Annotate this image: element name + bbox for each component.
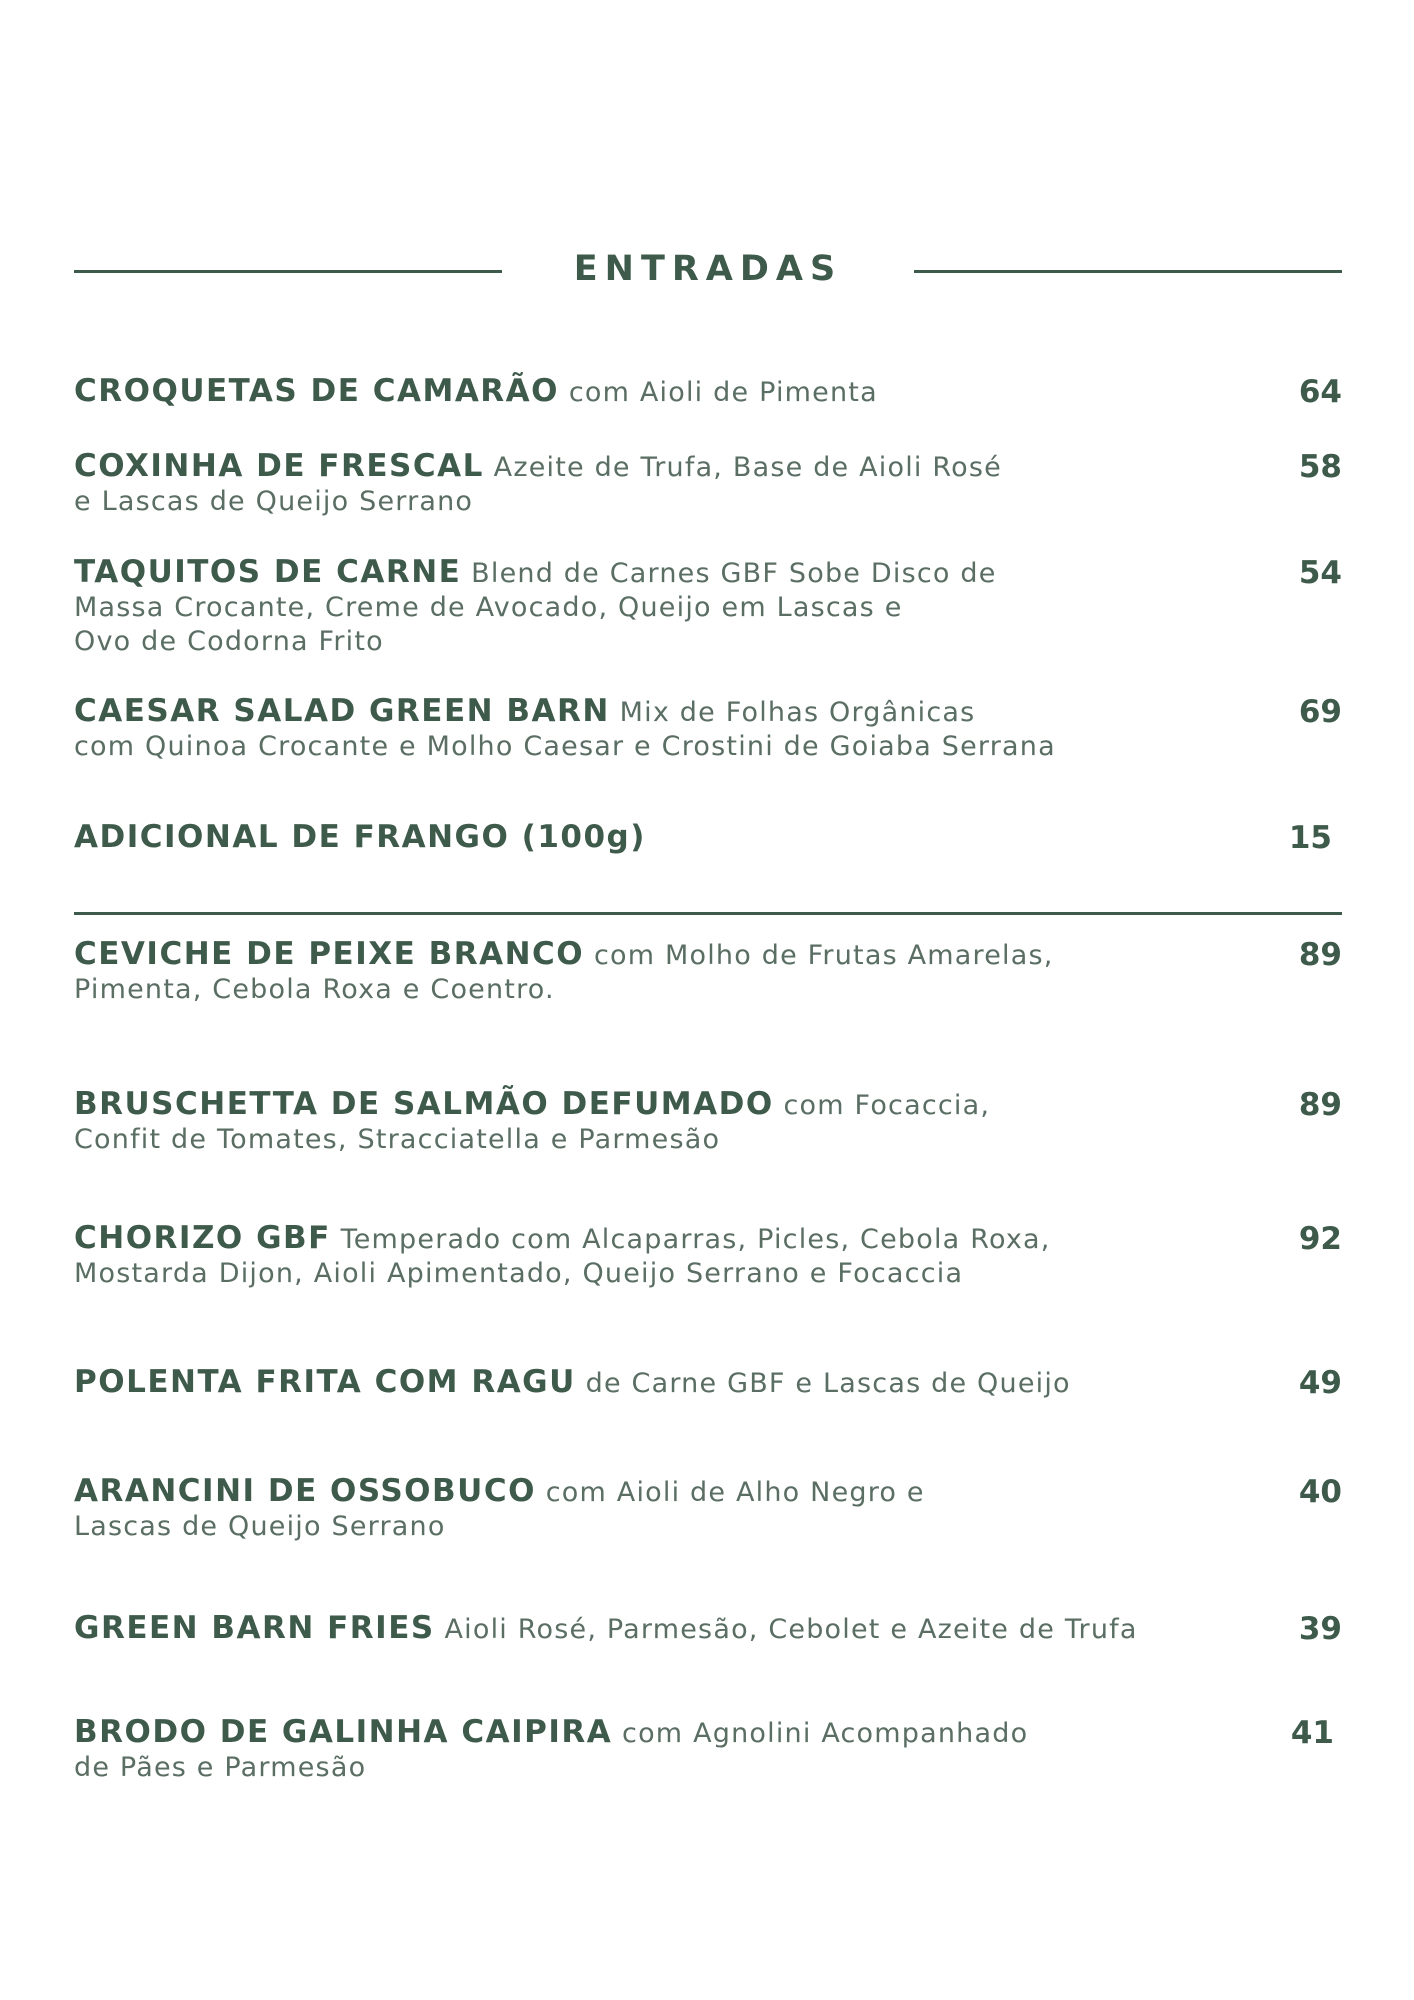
- item-description: com Aioli de Pimenta: [568, 377, 878, 408]
- item-description-line2: de Pães e Parmesão: [74, 1752, 367, 1783]
- item-price: 92: [1298, 1221, 1342, 1257]
- item-name: BRUSCHETTA DE SALMÃO DEFUMADO: [74, 1086, 774, 1122]
- item-price: 39: [1298, 1611, 1342, 1647]
- section-divider: [74, 912, 1342, 915]
- item-description: Blend de Carnes GBF Sobe Disco de: [471, 558, 997, 589]
- item-description: com Agnolini Acompanhado: [622, 1718, 1029, 1749]
- item-description: de Carne GBF e Lascas de Queijo: [585, 1368, 1071, 1399]
- item-price: 58: [1298, 449, 1342, 485]
- menu-item-fries: [74, 1611, 1342, 1647]
- menu-item-adicional-frango: [74, 820, 1342, 856]
- menu-item-coxinha: [74, 449, 1342, 519]
- item-name: CEVICHE DE PEIXE BRANCO: [74, 936, 585, 972]
- menu-item-chorizo: [74, 1221, 1342, 1291]
- menu-item-ceviche: [74, 937, 1342, 1007]
- item-price: 41: [1290, 1715, 1334, 1751]
- item-description: Azeite de Trufa, Base de Aioli Rosé: [493, 452, 1002, 483]
- item-description: Aioli Rosé, Parmesão, Cebolet e Azeite de Trufa: [444, 1614, 1138, 1645]
- menu-item-bruschetta: [74, 1087, 1342, 1157]
- item-name: ARANCINI DE OSSOBUCO: [74, 1473, 536, 1509]
- item-description-line2: Pimenta, Cebola Roxa e Coentro.: [74, 974, 555, 1005]
- item-description-line3: Ovo de Codorna Frito: [74, 626, 384, 657]
- item-description: com Focaccia,: [783, 1090, 991, 1121]
- item-name: ADICIONAL DE FRANGO (100g): [74, 819, 646, 855]
- menu-item-arancini: [74, 1474, 1342, 1544]
- menu-item-polenta: [74, 1365, 1342, 1401]
- item-price: 40: [1298, 1474, 1342, 1510]
- item-name: CROQUETAS DE CAMARÃO: [74, 373, 560, 409]
- section-title: ENTRADAS: [573, 249, 843, 289]
- item-description-line2: Massa Crocante, Creme de Avocado, Queijo em Lascas e: [74, 592, 903, 623]
- item-name: CHORIZO GBF: [74, 1220, 331, 1256]
- item-description-line2: Confit de Tomates, Stracciatella e Parmesão: [74, 1124, 721, 1155]
- item-description: com Molho de Frutas Amarelas,: [593, 940, 1054, 971]
- item-description: Temperado com Alcaparras, Picles, Cebola Roxa,: [340, 1224, 1051, 1255]
- item-name: COXINHA DE FRESCAL: [74, 448, 484, 484]
- item-description-line2: e Lascas de Queijo Serrano: [74, 486, 474, 517]
- item-description-line2: com Quinoa Crocante e Molho Caesar e Crostini de Goiaba Serrana: [74, 731, 1056, 762]
- item-description-line2: Lascas de Queijo Serrano: [74, 1511, 446, 1542]
- item-price: 89: [1298, 1087, 1342, 1123]
- item-description: com Aioli de Alho Negro e: [545, 1477, 925, 1508]
- item-name: POLENTA FRITA COM RAGU: [74, 1364, 576, 1400]
- header-rule-right: [914, 270, 1342, 273]
- item-name: CAESAR SALAD GREEN BARN: [74, 693, 610, 729]
- item-name: GREEN BARN FRIES: [74, 1610, 435, 1646]
- item-description-line2: Mostarda Dijon, Aioli Apimentado, Queijo Serrano e Focaccia: [74, 1258, 964, 1289]
- item-price: 54: [1298, 555, 1342, 591]
- menu-item-croquetas: [74, 374, 1342, 410]
- menu-item-brodo: [74, 1715, 1342, 1785]
- menu-item-caesar-salad: [74, 694, 1342, 764]
- header-rule-left: [74, 270, 502, 273]
- menu-item-taquitos: [74, 555, 1342, 659]
- item-name: BRODO DE GALINHA CAIPIRA: [74, 1714, 613, 1750]
- section-header: [74, 245, 1342, 295]
- item-price: 89: [1298, 937, 1342, 973]
- item-price: 69: [1298, 694, 1342, 730]
- item-price: 15: [1288, 820, 1332, 856]
- item-price: 49: [1298, 1365, 1342, 1401]
- item-price: 64: [1298, 374, 1342, 410]
- item-description: Mix de Folhas Orgânicas: [619, 697, 976, 728]
- item-name: TAQUITOS DE CARNE: [74, 554, 462, 590]
